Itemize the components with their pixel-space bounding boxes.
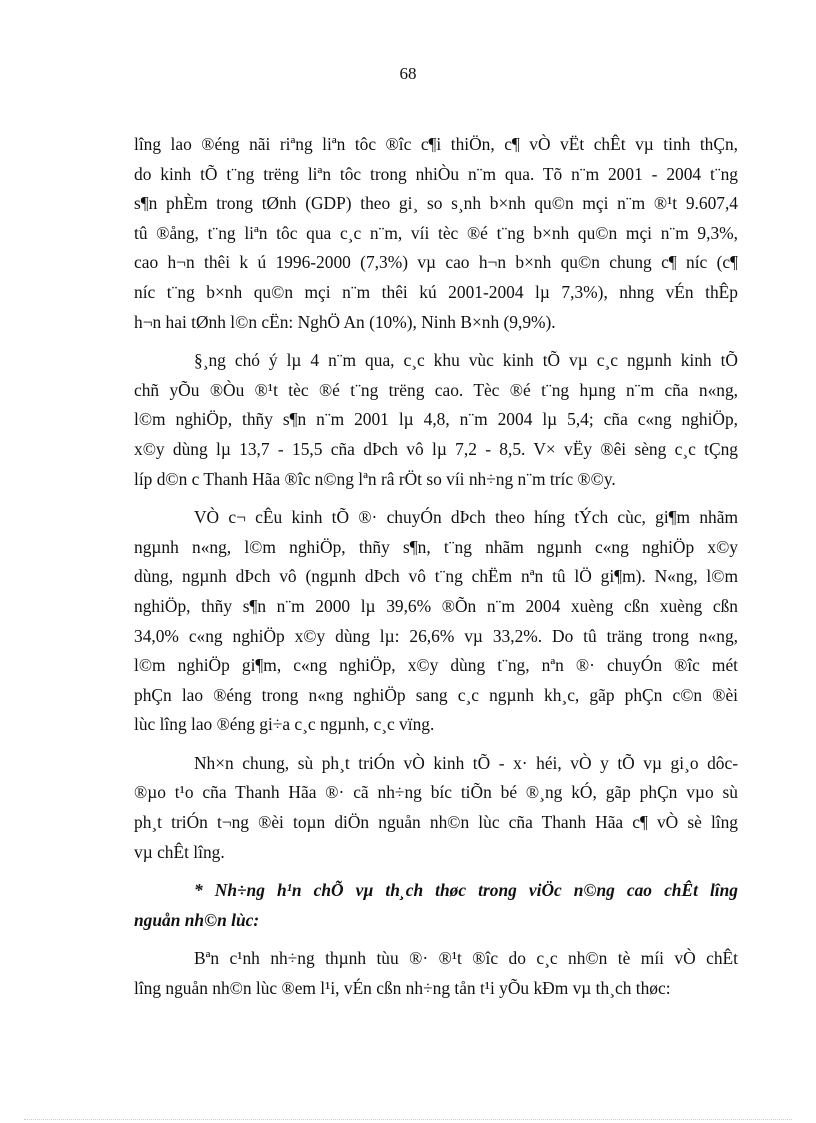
text-line: lîng nguån nh©n lùc ®em l¹i, vÉn cßn nh÷ng tån t¹i yÕu kÐm vµ th¸ch thøc:	[134, 978, 671, 999]
text-line: h¬n hai tØnh l©n cËn: NghÖ An (10%), Ninh B×nh (9,9%).	[134, 311, 556, 332]
text-line: líp d©n c Thanh Hãa ®îc n©ng lªn râ rÖt so víi nh÷ng n¨m tríc ®©y.	[134, 468, 616, 489]
text-line: l©m nghiÖp, thñy s¶n n¨m 2001 lµ 4,8, n¨m 2004 lµ 5,4; cña c«ng nghiÖp,	[134, 409, 738, 430]
body-text	[134, 130, 738, 1013]
section-heading	[134, 876, 738, 935]
text-line: ®µo t¹o cña Thanh Hãa ®· cã nh÷ng bíc tiÕn bé ®¸ng kÓ, gãp phÇn vµo sù	[134, 782, 738, 803]
text-line: níc t¨ng b×nh qu©n mçi n¨m thêi kú 2001-2004 lµ 7,3%), nhng vÉn thÊp	[134, 281, 738, 302]
text-line: vµ chÊt lîng.	[134, 841, 225, 862]
text-line: lùc lîng lao ®éng gi÷a c¸c ngµnh, c¸c vïng.	[134, 714, 435, 735]
text-line: §¸ng chó ý lµ 4 n¨m qua, c¸c khu vùc kinh tÕ vµ c¸c ngµnh kinh tÕ	[194, 350, 738, 371]
paragraph	[134, 944, 738, 1003]
paragraph	[134, 130, 738, 337]
text-line: l©m nghiÖp gi¶m, c«ng nghiÖp, x©y dùng t¨ng, nªn ®· chuyÓn ®îc mét	[134, 655, 738, 676]
text-line: x©y dùng lµ 13,7 - 15,5 cña dÞch vô lµ 7,2 - 8,5. V× vËy ®êi sèng c¸c tÇng	[134, 438, 738, 459]
text-line: nguån nh©n lùc:	[134, 909, 260, 930]
paragraph	[134, 749, 738, 867]
text-line: Nh×n chung, sù ph¸t triÓn vÒ kinh tÕ - x· héi, vÒ y tÕ vµ gi¸o dôc-	[194, 752, 738, 773]
page-bottom-rule	[24, 1119, 792, 1120]
text-line: lîng lao ®éng nãi riªng liªn tôc ®îc c¶i thiÖn, c¶ vÒ vËt chÊt vµ tinh thÇn,	[134, 134, 738, 154]
text-line: VÒ c¬ cÊu kinh tÕ ®· chuyÓn dÞch theo híng tÝch cùc, gi¶m nhãm	[194, 507, 738, 528]
page-number: 68	[399, 64, 417, 83]
paragraph	[134, 503, 738, 740]
text-line: chñ yÕu ®Òu ®¹t tèc ®é t¨ng trëng cao. Tèc ®é t¨ng hµng n¨m cña n«ng,	[134, 379, 738, 400]
paragraph	[134, 346, 738, 494]
text-line: * Nh÷ng h¹n chÕ vµ th¸ch thøc trong viÖc n©ng cao chÊt lîng	[194, 880, 738, 901]
text-line: phÇn lao ®éng trong n«ng nghiÖp sang c¸c ngµnh kh¸c, gãp phÇn c©n ®èi	[134, 684, 738, 705]
text-line: ph¸t triÓn t¬ng ®èi toµn diÖn nguån nh©n lùc cña Thanh Hãa c¶ vÒ sè lîng	[134, 812, 738, 833]
text-line: cao h¬n thêi k ú 1996-2000 (7,3%) vµ cao h¬n b×nh qu©n chung c¶ níc (c¶	[134, 252, 738, 273]
text-line: nghiÖp, thñy s¶n n¨m 2000 lµ 39,6% ®Õn n¨m 2004 xuèng cßn xuèng cßn	[134, 595, 738, 616]
text-line: do kinh tÕ t¨ng trëng liªn tôc trong nhiÒu n¨m qua. Tõ n¨m 2001 - 2004 t¨ng	[134, 163, 738, 184]
text-line: tû ®ång, t¨ng liªn tôc qua c¸c n¨m, víi tèc ®é t¨ng b×nh qu©n mçi n¨m 9,3%,	[134, 222, 738, 243]
text-line: s¶n phÈm trong tØnh (GDP) theo gi¸ so s¸nh b×nh qu©n mçi n¨m ®¹t 9.607,4	[134, 193, 738, 214]
text-line: ngµnh n«ng, l©m nghiÖp, thñy s¶n, t¨ng nhãm ngµnh c«ng nghiÖp x©y	[134, 536, 738, 557]
text-line: Bªn c¹nh nh÷ng thµnh tùu ®· ®¹t ®îc do c¸c nh©n tè míi vÒ chÊt	[194, 948, 738, 969]
text-line: dùng, ngµnh dÞch vô (ngµnh dÞch vô t¨ng chËm nªn tû lÖ gi¶m). N«ng, l©m	[134, 566, 738, 587]
text-line: 34,0% c«ng nghiÖp x©y dùng lµ: 26,6% vµ 33,2%. Do tû träng trong n«ng,	[134, 625, 738, 646]
